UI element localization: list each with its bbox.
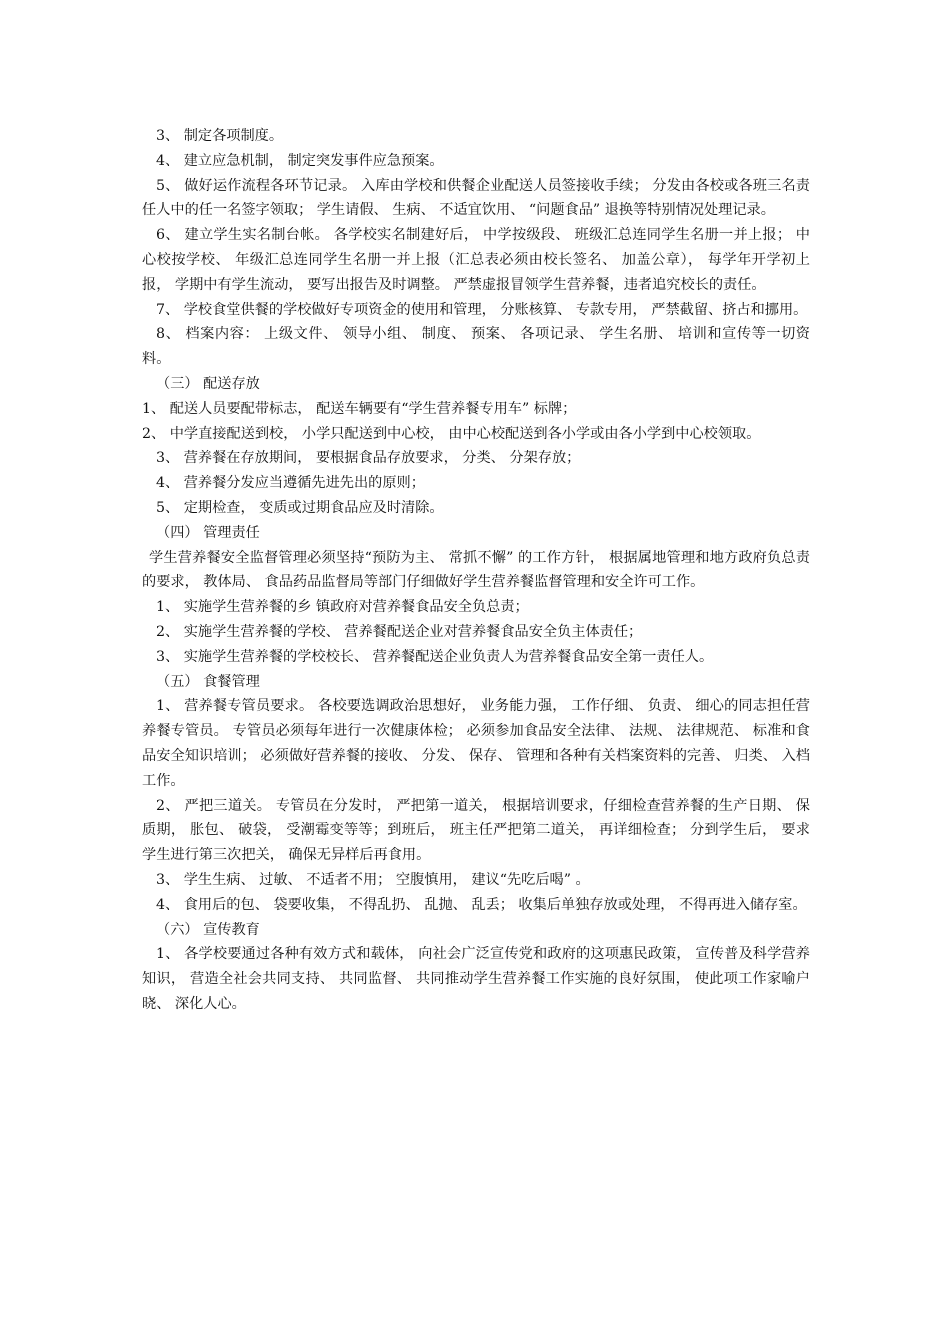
list-item: 1、 各学校要通过各种有效方式和载体， 向社会广泛宣传党和政府的这项惠民政策， 宣传普及科学营养知识， 营造全社会共同支持、 共同监督、 共同推动学生营养餐工作实施的良好氛围， 使此项工作家喻户晓、 深化人心。 xyxy=(142,946,810,1012)
section-heading-responsibility: （四） 管理责任 xyxy=(156,524,260,541)
section-heading-delivery: （三） 配送存放 xyxy=(156,375,260,392)
section-intro: 学生营养餐安全监督管理必须坚持“预防为主、 常抓不懈” 的工作方针， 根据属地管理和地方政府负总责的要求， 教体局、 食品药品监督局等部门仔细做好学生营养餐监督管理和安全许可工作。 xyxy=(142,549,810,591)
list-item: 3、 制定各项制度。 xyxy=(156,128,284,144)
list-item: 2、 严把三道关。 专管员在分发时， 严把第一道关， 根据培训要求，仔细检查营养餐的生产日期、 保质期， 胀包、 破袋， 受潮霉变等等；到班后， 班主任严把第二道关， 再详细检查； 分到学生后， 要求学生进行第三次把关， 确保无异样后再食用。 xyxy=(142,797,810,864)
list-item: 7、 学校食堂供餐的学校做好专项资金的使用和管理， 分账核算、 专款专用， 严禁截留、挤占和挪用。 xyxy=(156,301,808,318)
list-item: 4、 食用后的包、 袋要收集， 不得乱扔、 乱抛、 乱丢； 收集后单独存放或处理， 不得再进入储存室。 xyxy=(156,896,807,913)
list-item: 2、 中学直接配送到校， 小学只配送到中心校， 由中心校配送到各小学或由各小学到中心校领取。 xyxy=(142,425,761,442)
list-item: 3、 学生生病、 过敏、 不适者不用； 空腹慎用， 建议“先吃后喝” 。 xyxy=(156,871,590,888)
list-item: 3、 实施学生营养餐的学校校长、 营养餐配送企业负责人为营养餐食品安全第一责任人。 xyxy=(156,648,714,665)
list-item: 4、 营养餐分发应当遵循先进先出的原则； xyxy=(156,475,425,492)
list-item: 6、 建立学生实名制台帐。 各学校实名制建好后， 中学按级段、 班级汇总连同学生名册一并上报； 中心校按学校、 年级汇总连同学生名册一并上报（汇总表必须由校长签名、 加盖公章）， 每学年开学初上报， 学期中有学生流动， 要写出报告及时调整。 严禁虚报冒领学生营养餐，违者追究校长的责任。 xyxy=(142,227,810,293)
list-item: 5、 定期检查， 变质或过期食品应及时清除。 xyxy=(156,499,444,516)
list-item: 1、 营养餐专管员要求。 各校要选调政治思想好， 业务能力强， 工作仔细、 负责、 细心的同志担任营养餐专管员。 专管员必须每年进行一次健康体检； 必须参加食品安全法律、 法规、 法律规范、 标准和食品安全知识培训； 必须做好营养餐的接收、 分发、 保存、 管理和各种有关档案资料的完善、 归类、 入档工作。 xyxy=(142,698,810,789)
list-item: 1、 配送人员要配带标志， 配送车辆要有“学生营养餐专用车” 标牌； xyxy=(142,400,577,417)
list-item: 5、 做好运作流程各环节记录。 入库由学校和供餐企业配送人员签接收手续； 分发由各校或各班三名责任人中的任一名签字领取； 学生请假、 生病、 不适宜饮用、 “问题食品” 退换等特别情况处理记录。 xyxy=(142,177,810,219)
list-item: 1、 实施学生营养餐的乡 镇政府对营养餐食品安全负总责； xyxy=(156,599,529,616)
list-item: 4、 建立应急机制， 制定突发事件应急预案。 xyxy=(156,152,444,169)
document-page xyxy=(142,124,810,1017)
list-item: 3、 营养餐在存放期间， 要根据食品存放要求， 分类、 分架存放； xyxy=(156,450,581,467)
list-item: 2、 实施学生营养餐的学校、 营养餐配送企业对营养餐食品安全负主体责任； xyxy=(156,623,643,640)
section-heading-meal-management: （五） 食餐管理 xyxy=(156,673,260,690)
section-heading-publicity: （六） 宣传教育 xyxy=(156,921,260,938)
list-item: 8、 档案内容： 上级文件、 领导小组、 制度、 预案、 各项记录、 学生名册、 培训和宣传等一切资料。 xyxy=(142,326,810,368)
